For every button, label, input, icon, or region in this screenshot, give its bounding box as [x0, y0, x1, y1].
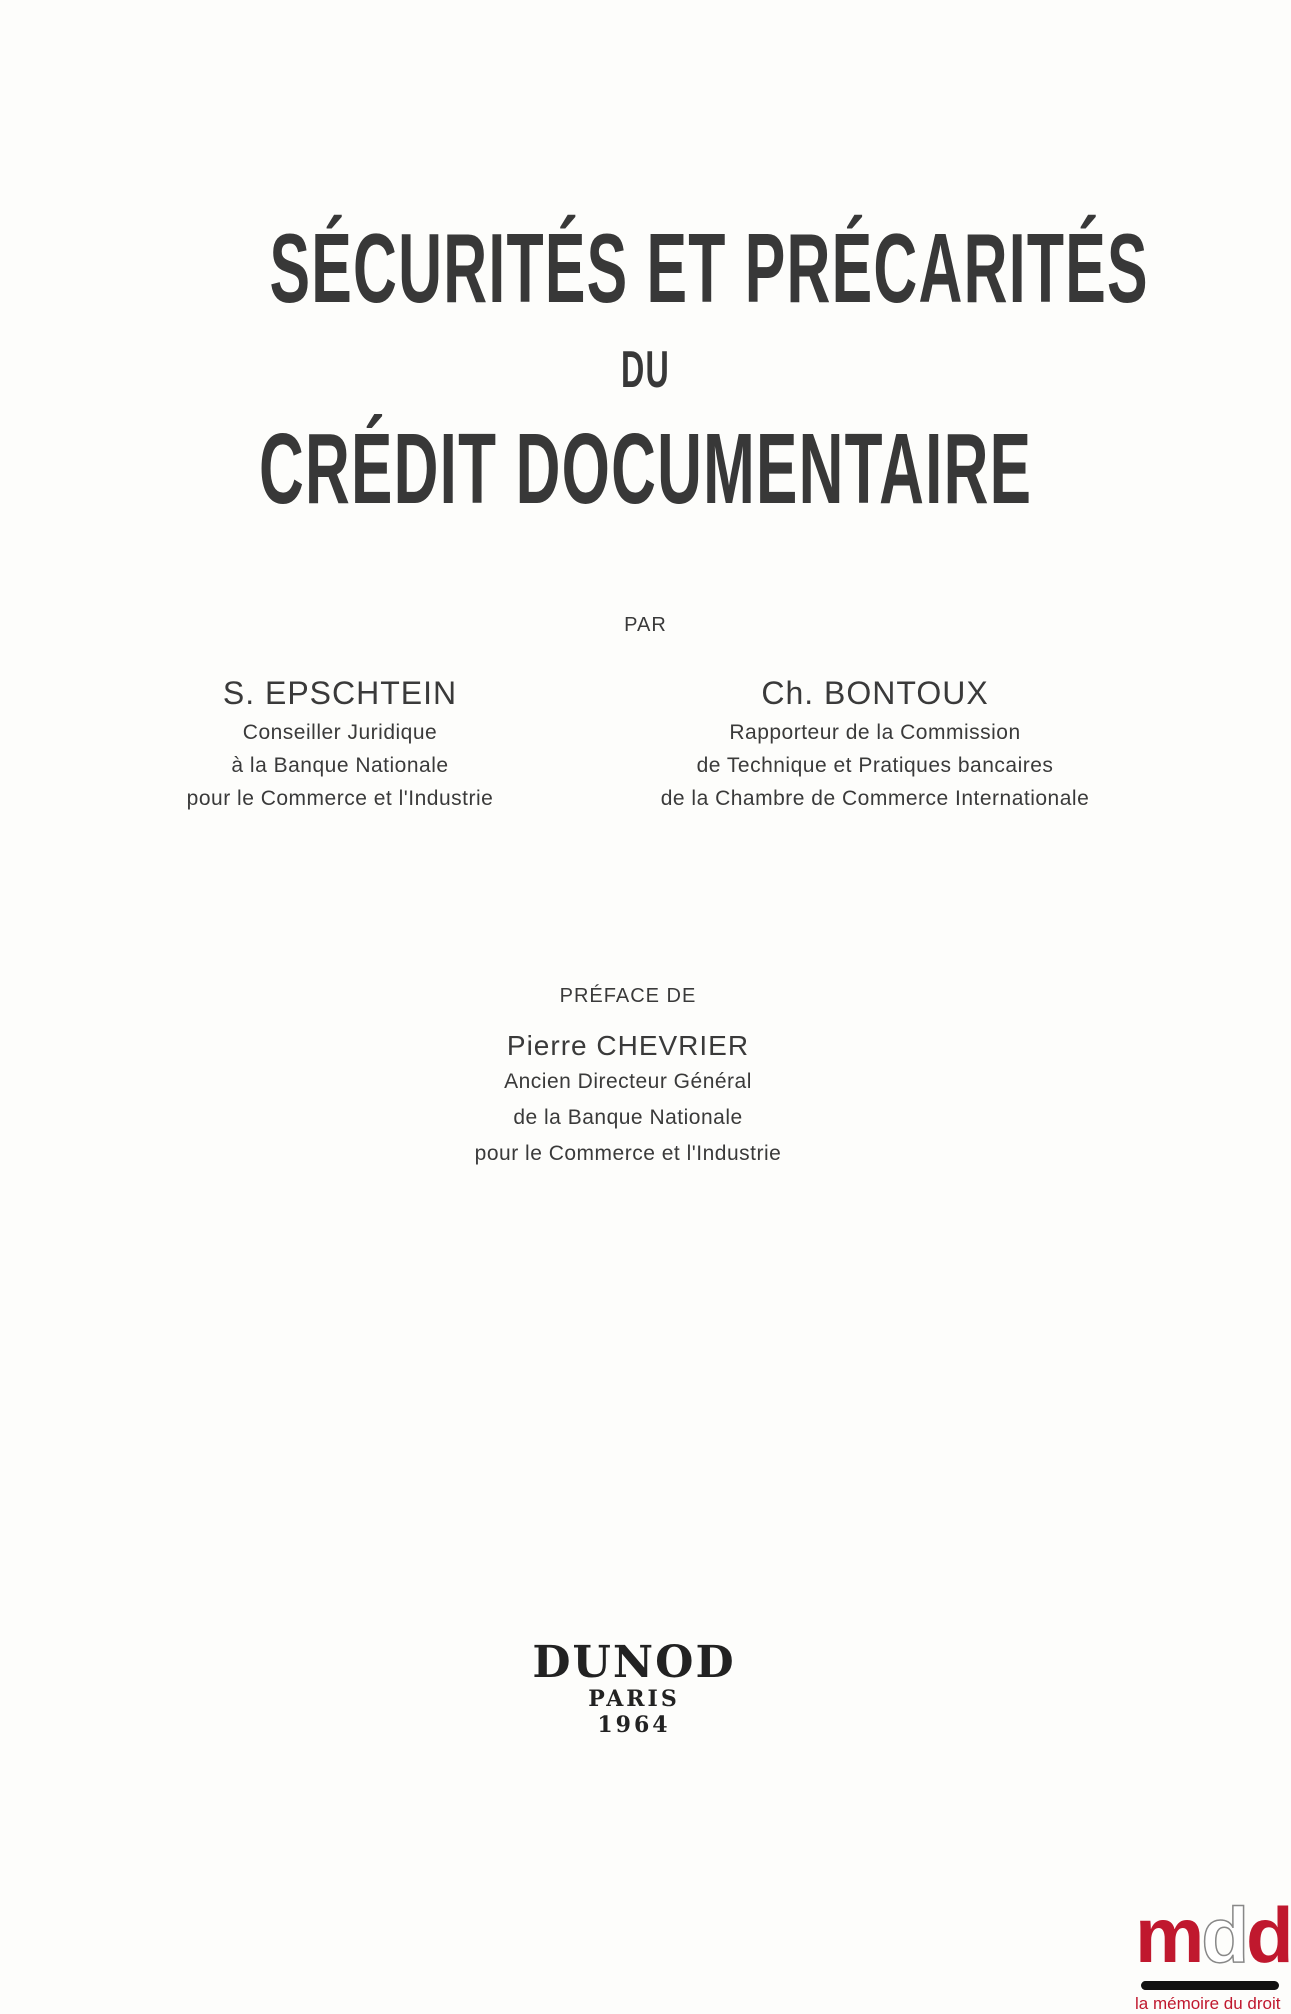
affiliation-line: Ancien Directeur Général — [504, 1070, 752, 1093]
affiliation-line: Conseiller Juridique — [242, 721, 438, 744]
preface-name: Pierre CHEVRIER — [506, 1030, 750, 1061]
preface-affiliation — [328, 1064, 928, 1172]
publisher-name: DUNOD — [532, 1637, 736, 1688]
title-line-2: DU — [620, 341, 671, 399]
preface — [328, 985, 928, 1172]
affiliation-line: de la Chambre de Commerce Internationale — [660, 787, 1090, 810]
publisher-year: 1964 — [597, 1712, 671, 1738]
author-affiliation — [40, 716, 640, 815]
author-2 — [575, 675, 1175, 815]
affiliation-line: Rapporteur de la Commission — [729, 721, 1021, 744]
by-label: PAR — [624, 614, 667, 636]
logo-tagline: la mémoire du droit — [1135, 1994, 1281, 2013]
author-1 — [40, 675, 640, 815]
author-affiliation — [575, 716, 1175, 815]
affiliation-line: pour le Commerce et l'Industrie — [474, 1142, 782, 1165]
publisher — [334, 1637, 934, 1738]
publisher-city: PARIS — [588, 1686, 680, 1712]
affiliation-line: de la Banque Nationale — [513, 1106, 743, 1129]
title-line-1: SÉCURITÉS ET PRÉCARITÉS — [269, 213, 1149, 323]
logo-mark: mdd — [1135, 1891, 1291, 1979]
logo-bar — [1141, 1981, 1279, 1990]
affiliation-line: à la Banque Nationale — [231, 754, 449, 777]
affiliation-line: pour le Commerce et l'Industrie — [186, 787, 494, 810]
author-name: S. EPSCHTEIN — [222, 675, 458, 711]
author-name: Ch. BONTOUX — [761, 675, 989, 711]
title-line-3: CRÉDIT DOCUMENTAIRE — [258, 413, 1033, 525]
mdd-logo — [1135, 1891, 1291, 2014]
affiliation-line: de Technique et Pratiques bancaires — [696, 754, 1054, 777]
preface-label: PRÉFACE DE — [559, 985, 697, 1007]
